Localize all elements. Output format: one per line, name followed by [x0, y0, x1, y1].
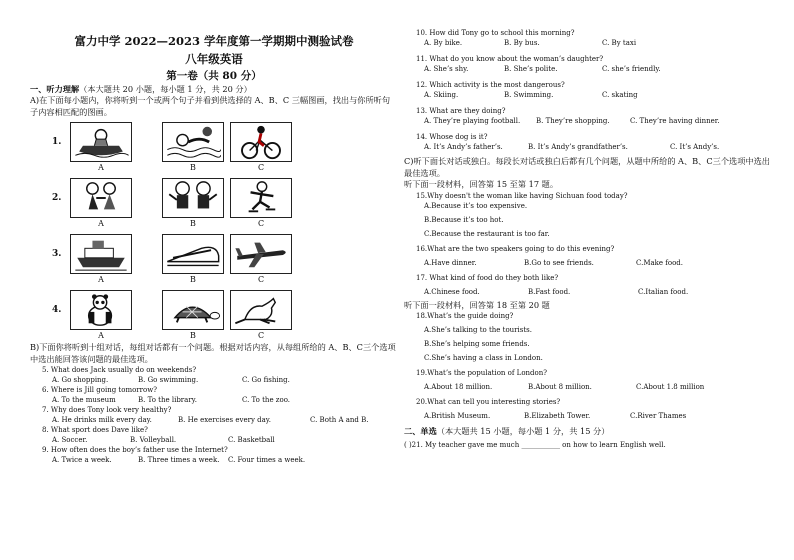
question-19: 19.What’s the population of London? [416, 369, 548, 377]
question-number: 1. [52, 137, 62, 147]
option-a: A. Skiing. [424, 91, 459, 99]
exam-title: 富力中学 2022—2023 学年度第一学期期中测验试卷 [74, 34, 354, 48]
train-icon [162, 234, 224, 274]
partA-instructions: A)在下面每小题内，你将听到一个或两个句子并看到供选择的 A、B、C 三幅图画，找出与你所听句子内容相匹配的图画。 [30, 95, 391, 117]
option-label-b: B [190, 331, 196, 340]
partB-instructions: B)下面你将听到十组对话，每组对话都有一个问题。根据对话内容，从每组所给的 A、B、C三个选项中选出能回答该问题的最佳选项。 [30, 342, 396, 364]
option-b: B. To the library. [138, 396, 197, 404]
question-11-options [404, 64, 774, 74]
question-9-options [30, 455, 398, 465]
option-c: C.Make food. [636, 258, 684, 267]
question-7: 7. Why does Tony look very healthy? [42, 406, 172, 414]
question-18: 18.What’s the guide doing? [416, 312, 514, 320]
question-15-option-c: C.Because the restaurant is too far. [424, 229, 550, 238]
section2-heading [404, 425, 774, 437]
option-b: B. Swimming. [504, 91, 554, 99]
option-b: B. He exercises every day. [178, 416, 272, 424]
picture-row [30, 122, 398, 176]
question-6: 6. Where is Jill going tomorrow? [42, 386, 157, 394]
option-a: A. By bike. [424, 39, 463, 47]
option-label-a: A [98, 219, 104, 228]
option-a: A. It’s Andy’s father’s. [424, 143, 503, 151]
option-c: C. To the zoo. [242, 396, 291, 404]
option-a: A. She’s shy. [424, 65, 469, 73]
option-c: C.Italian food. [638, 287, 689, 296]
option-a: A.About 18 million. [424, 383, 493, 391]
question-9: 9. How often does the boy’s father use the Internet? [42, 446, 228, 454]
swimmer-icon [162, 122, 224, 162]
picture-row [30, 290, 398, 344]
section1-note: （本大题共 20 小题，每小题 1 分，共 20 分） [79, 84, 252, 94]
option-a: A.British Museum. [424, 412, 491, 420]
option-a: A. Soccer. [52, 436, 88, 444]
question-13: 13. What are they doing? [416, 107, 506, 115]
option-label-c: C [257, 331, 265, 340]
question-19-options [404, 382, 774, 392]
option-a: A. To the museum [52, 396, 116, 404]
option-label-a: A [98, 163, 104, 172]
children-dancing-icon [70, 178, 132, 218]
cyclist-icon [230, 122, 292, 162]
option-a: A. He drinks milk every day. [52, 416, 152, 424]
option-b: B. Three times a week. [138, 456, 220, 464]
question-20: 20.What can tell you interesting stories? [416, 398, 561, 406]
option-label-b: B [190, 163, 196, 172]
left-column [30, 34, 398, 465]
option-label-b: B [190, 275, 196, 284]
question-18-option-a: A.She’s talking to the tourists. [424, 326, 532, 334]
question-number: 4. [52, 305, 62, 315]
question-10: 10. How did Tony go to school this morning? [416, 29, 575, 37]
section1-heading [30, 83, 398, 95]
question-12-options [404, 90, 774, 100]
skater-icon [230, 178, 292, 218]
section2-title: 二、单选 [404, 426, 437, 436]
question-16-options [404, 258, 774, 268]
question-14-options [404, 142, 774, 152]
option-b: B.Go to see friends. [524, 258, 594, 267]
option-c: C. By taxi [602, 39, 637, 47]
option-c: C.River Thames [630, 412, 687, 420]
boy-boat-icon [70, 122, 132, 162]
passage1-intro: 听下面一段材料，回答第 15 至第 17 题。 [404, 179, 559, 189]
option-c: C. Go fishing. [242, 376, 290, 384]
option-c: C. They’re having dinner. [630, 117, 720, 125]
option-c: C. It’s Andy’s. [670, 143, 720, 151]
option-b: B. She’s polite. [504, 65, 558, 73]
option-b: B. They’re shopping. [536, 117, 610, 125]
picture-questions [30, 122, 398, 344]
option-b: B. By bus. [504, 39, 540, 47]
option-b: B.Fast food. [528, 287, 571, 296]
option-b: B. Go swimming. [138, 376, 199, 384]
airplane-icon [230, 234, 292, 274]
friends-playing-icon [162, 178, 224, 218]
exam-subtitle: 八年级英语 [185, 52, 243, 66]
option-a: A. They’re playing football. [424, 117, 521, 125]
question-15-option-a: A.Because it’s too expensive. [424, 201, 528, 210]
option-c: C. Basketball [228, 436, 275, 444]
option-c: C. skating [602, 91, 638, 99]
option-a: A. Twice a week. [52, 456, 112, 464]
right-column [404, 28, 774, 450]
question-20-options [404, 411, 774, 421]
option-label-c: C [257, 219, 265, 228]
question-17-options [404, 287, 774, 297]
kangaroo-icon [230, 290, 292, 330]
question-15: 15.Why doesn't the woman like having Sichuan food today? [416, 191, 628, 200]
question-8-options [30, 435, 398, 445]
picture-row [30, 178, 398, 232]
question-number: 2. [52, 193, 62, 203]
option-b: B.About 8 million. [528, 383, 592, 391]
option-c: C.About 1.8 million [636, 383, 705, 391]
question-18-option-b: B.She’s helping some friends. [424, 340, 530, 348]
question-6-options [30, 395, 398, 405]
question-7-options [30, 415, 398, 425]
option-b: B. It’s Andy’s grandfather’s. [528, 143, 628, 151]
option-a: A.Have dinner. [424, 258, 477, 267]
option-c: C. Both A and B. [310, 416, 369, 424]
ship-icon [70, 234, 132, 274]
question-17: 17. What kind of food do they both like? [416, 273, 559, 282]
option-label-c: C [257, 163, 265, 172]
question-16: 16.What are the two speakers going to do this evening? [416, 244, 615, 253]
option-label-c: C [257, 275, 265, 284]
option-label-a: A [98, 275, 104, 284]
option-a: A. Go shopping. [52, 376, 109, 384]
option-a: A.Chinese food. [424, 287, 480, 296]
question-10-options [404, 38, 774, 48]
question-12: 12. Which activity is the most dangerous? [416, 81, 565, 89]
question-11: 11. What do you know about the woman’s daughter? [416, 55, 604, 63]
question-14: 14. Whose dog is it? [416, 133, 488, 141]
picture-row [30, 234, 398, 288]
section1-title: 一、听力理解 [30, 84, 80, 94]
question-8: 8. What sport does Dave like? [42, 426, 148, 434]
section2-note: （本大题共 15 小题，每小题 1 分，共 15 分） [436, 426, 610, 436]
option-c: C. she’s friendly. [602, 65, 661, 73]
question-18-option-c: C.She’s having a class in London. [424, 354, 543, 362]
volume-heading: 第一卷（共 80 分） [166, 70, 262, 82]
option-c: C. Four times a week. [228, 456, 306, 464]
question-21: ( )21. My teacher gave me much ___________ on how to learn English well. [404, 441, 666, 449]
question-number: 3. [52, 249, 62, 259]
tortoise-icon [162, 290, 224, 330]
option-b: B. Volleyball. [130, 436, 177, 444]
question-15-option-b: B.Because it’s too hot. [424, 215, 504, 224]
panda-icon [70, 290, 132, 330]
passage2-intro: 听下面一段材料，回答第 18 至第 20 题 [404, 299, 550, 310]
question-13-options [404, 116, 774, 126]
option-label-b: B [190, 219, 196, 228]
left-question-list [30, 365, 398, 465]
option-label-a: A [98, 331, 104, 340]
option-b: B.Elizabeth Tower. [524, 412, 591, 420]
question-5: 5. What does Jack usually do on weekends? [42, 366, 197, 374]
question-5-options [30, 375, 398, 385]
partC-instructions: C)听下面长对话或独白。每段长对话或独白后都有几个问题，从题中所给的 A、B、C三个选项中选出最佳选项。 [404, 156, 770, 178]
